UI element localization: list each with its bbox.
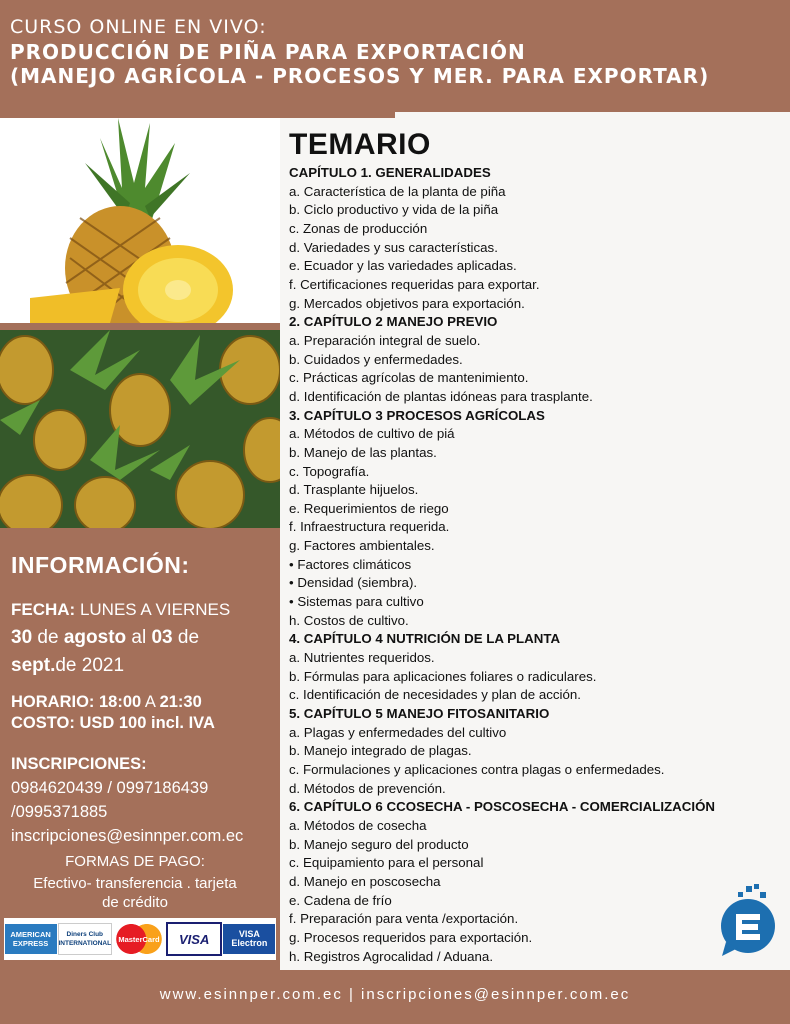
syllabus-item: c. Prácticas agrícolas de mantenimiento. xyxy=(289,370,529,386)
date-connector: de xyxy=(172,627,200,648)
syllabus-item: b. Manejo seguro del producto xyxy=(289,836,469,852)
syllabus-item: e. Requerimientos de riego xyxy=(289,500,449,516)
syllabus-item: b. Manejo integrado de plagas. xyxy=(289,743,472,759)
syllabus-item: g. Factores ambientales. xyxy=(289,538,435,554)
chapter-heading: 4. CAPÍTULO 4 NUTRICIÓN DE LA PLANTA xyxy=(289,631,561,647)
syllabus-item: e. Ecuador y las variedades aplicadas. xyxy=(289,258,517,274)
syllabus-item: c. Topografía. xyxy=(289,463,370,479)
syllabus-item: b. Manejo de las plantas. xyxy=(289,444,437,460)
syllabus-item: c. Identificación de necesidades y plan de acción. xyxy=(289,687,581,703)
syllabus xyxy=(289,128,784,966)
syllabus-item: a. Nutrientes requeridos. xyxy=(289,650,435,666)
course-subtitle: (MANEJO AGRÍCOLA - PROCESOS Y MER. PARA EXPORTAR) xyxy=(10,64,710,88)
payment-cards xyxy=(4,918,276,960)
course-title: PRODUCCIÓN DE PIÑA PARA EXPORTACIÓN xyxy=(10,40,526,64)
syllabus-list xyxy=(289,164,784,966)
syllabus-item: c. Equipamiento para el personal xyxy=(289,855,484,871)
payment-label: FORMAS DE PAGO: xyxy=(65,853,205,870)
syllabus-item: c. Zonas de producción xyxy=(289,220,428,236)
syllabus-item: f. Certificaciones requeridas para exportar. xyxy=(289,276,540,292)
start-month: agosto xyxy=(63,627,127,648)
syllabus-item: • Densidad (siembra). xyxy=(289,575,418,591)
syllabus-item: d. Variedades y sus características. xyxy=(289,239,498,255)
phone-number-extra: /0995371885 xyxy=(11,803,108,821)
chapter-heading: 5. CAPÍTULO 5 MANEJO FITOSANITARIO xyxy=(289,706,550,722)
footer-banner xyxy=(0,970,790,1024)
syllabus-item: b. Cuidados y enfermedades. xyxy=(289,351,463,367)
syllabus-item: a. Métodos de cultivo de piá xyxy=(289,426,455,442)
syllabus-item: h. Registros Agrocalidad / Aduana. xyxy=(289,948,494,964)
registration-block xyxy=(11,752,243,848)
chapter-heading: 2. CAPÍTULO 2 MANEJO PREVIO xyxy=(289,314,498,330)
end-day: 03 xyxy=(151,627,173,648)
year: de 2021 xyxy=(55,655,125,676)
syllabus-title: TEMARIO xyxy=(289,128,431,161)
syllabus-item: d. Identificación de plantas idóneas para trasplante. xyxy=(289,388,593,404)
syllabus-item: • Factores climáticos xyxy=(289,556,412,572)
visa-electron-logo: VISA Electron xyxy=(223,924,275,954)
syllabus-item: • Sistemas para cultivo xyxy=(289,594,424,610)
date-days: LUNES A VIERNES xyxy=(75,600,231,619)
amex-logo: AMERICAN EXPRESS xyxy=(5,924,57,954)
esinnper-logo-icon xyxy=(718,884,778,956)
date-label: FECHA: xyxy=(11,600,76,619)
schedule-block xyxy=(11,692,215,734)
date-connector: al xyxy=(126,627,152,648)
end-month: sept. xyxy=(11,655,56,676)
syllabus-item: f. Infraestructura requerida. xyxy=(289,519,450,535)
info-heading: INFORMACIÓN: xyxy=(11,552,190,578)
pineapple-pile-image xyxy=(0,330,280,528)
cost: COSTO: USD 100 incl. IVA xyxy=(11,714,215,732)
start-day: 30 xyxy=(11,627,33,648)
syllabus-item: a. Métodos de cosecha xyxy=(289,817,427,833)
syllabus-item: d. Métodos de prevención. xyxy=(289,780,446,796)
syllabus-item: g. Procesos requeridos para exportación. xyxy=(289,929,533,945)
mastercard-logo: MasterCard xyxy=(113,924,165,954)
registration-email[interactable]: inscripciones@esinnper.com.ec xyxy=(11,827,244,845)
course-type: CURSO ONLINE EN VIVO: xyxy=(10,16,267,38)
syllabus-item: a. Característica de la planta de piña xyxy=(289,183,506,199)
payment-methods-cont: de crédito xyxy=(102,894,168,911)
syllabus-item: f. Preparación para venta /exportación. xyxy=(289,911,519,927)
syllabus-item: g. Mercados objetivos para exportación. xyxy=(289,295,525,311)
header-divider xyxy=(395,112,790,118)
visa-logo: VISA xyxy=(166,922,222,956)
footer-contact[interactable]: www.esinnper.com.ec | inscripciones@esinnper.com.ec xyxy=(159,986,631,1003)
syllabus-item: d. Trasplante hijuelos. xyxy=(289,482,419,498)
syllabus-item: a. Preparación integral de suelo. xyxy=(289,332,481,348)
chapter-heading: 3. CAPÍTULO 3 PROCESOS AGRÍCOLAS xyxy=(289,407,545,423)
phone-numbers: 0984620439 / 0997186439 xyxy=(11,779,209,797)
schedule-start: HORARIO: 18:00 xyxy=(11,693,142,711)
pineapple-image xyxy=(0,118,280,323)
syllabus-item: b. Fórmulas para aplicaciones foliares o radiculares. xyxy=(289,668,597,684)
payment-methods: Efectivo- transferencia . tarjeta xyxy=(33,875,237,892)
schedule-end: 21:30 xyxy=(159,693,202,711)
date-block xyxy=(11,596,230,680)
date-connector: de xyxy=(32,627,64,648)
syllabus-item: d. Manejo en poscosecha xyxy=(289,873,441,889)
syllabus-item: e. Cadena de frío xyxy=(289,892,392,908)
chapter-heading: 6. CAPÍTULO 6 CCOSECHA - POSCOSECHA - COMERCIALIZACIÓN xyxy=(289,799,716,815)
syllabus-item: b. Ciclo productivo y vida de la piña xyxy=(289,202,499,218)
schedule-connector: A xyxy=(141,693,160,711)
syllabus-item: c. Formulaciones y aplicaciones contra plagas o enfermedades. xyxy=(289,762,665,777)
syllabus-item: h. Costos de cultivo. xyxy=(289,612,409,628)
registration-label: INSCRIPCIONES: xyxy=(11,755,147,773)
syllabus-item: a. Plagas y enfermedades del cultivo xyxy=(289,724,507,740)
diners-logo: Diners Club INTERNATIONAL xyxy=(58,923,112,955)
header-banner xyxy=(0,0,790,118)
chapter-heading: CAPÍTULO 1. GENERALIDADES xyxy=(289,165,491,180)
